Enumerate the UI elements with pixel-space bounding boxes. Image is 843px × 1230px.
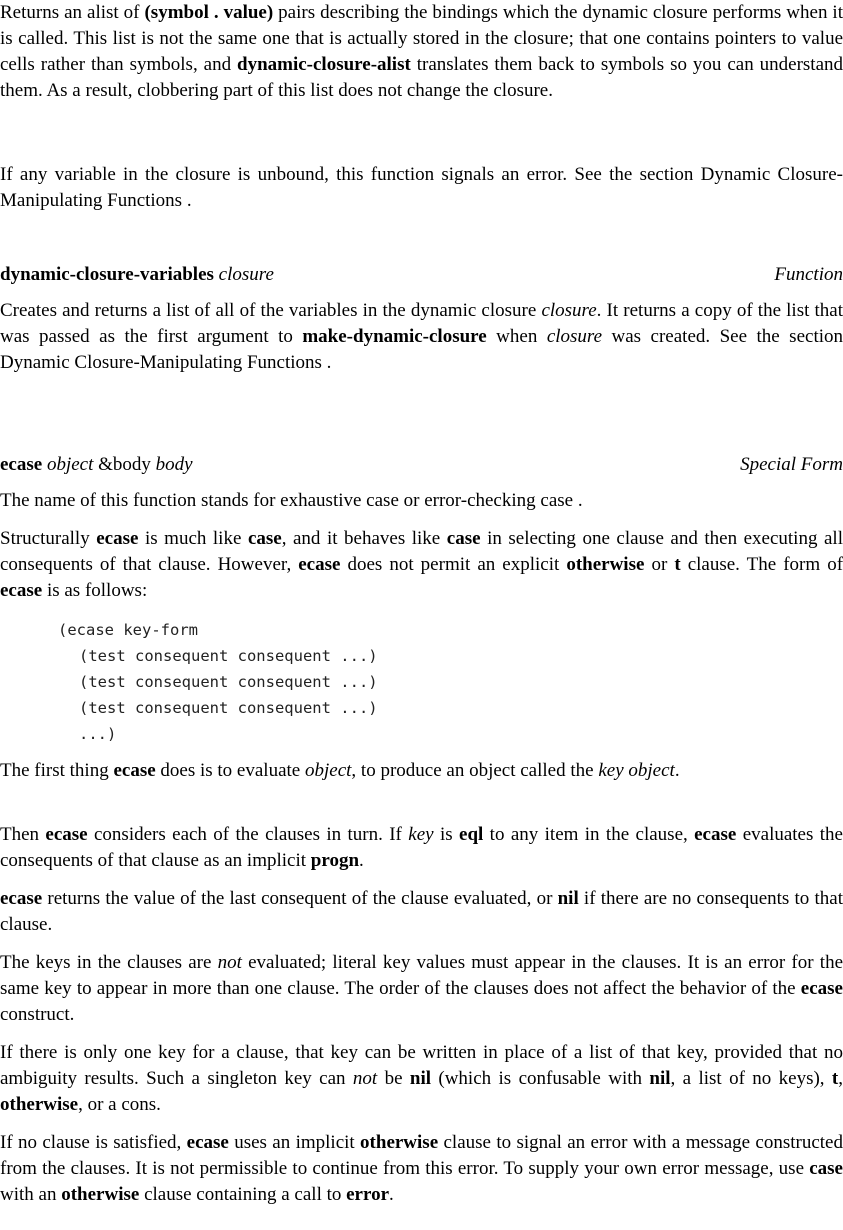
argument-name: body [155,454,193,475]
structure-paragraph: Structurally ecase is much like case, and it behaves like case in selecting one clause and then executing all consequents of that clause. However, ecase does not permit an explicit otherwise or t clause. The form of ecase is as follows: [0,528,843,601]
alist-description-paragraph: Returns an alist of (symbol . value) pairs describing the bindings which the dynamic closure performs when it is called. This list is not the same one that is actually stored in the closure; that one contains pointers to value cells rather than symbols, and dynamic-closure-alist translates them back to symbols so you can understand them. As a result, clobbering part of this list does not change the closure. [0,2,843,101]
keys-paragraph: The keys in the clauses are not evaluated; literal key values must appear in the clauses. It is an error for the same key to appear in more than one clause. The order of the clauses does not affect the behavior of the ecase construct. [0,952,843,1025]
function-name: ecase [0,454,43,475]
evaluation-paragraph: The first thing ecase does is to evaluate object, to produce an object called the key object. [0,760,680,781]
definition-header-dynamic-closure-variables [0,262,843,288]
code-example [58,617,758,747]
name-meaning-paragraph: The name of this function stands for exhaustive case or error-checking case . [0,490,583,511]
code-line: (test consequent consequent ...) [79,699,378,717]
function-name: dynamic-closure-variables [0,264,214,285]
code-line: ...) [79,725,117,743]
code-line: (ecase key-form [58,621,198,639]
definition-header-ecase [0,452,843,478]
error-signal-paragraph: If no clause is satisfied, ecase uses an implicit otherwise clause to signal an error with a message constructed from the clauses. It is not permissible to continue from this error. To supply your own error message, use case with an otherwise clause containing a call to error. [0,1132,843,1205]
definition-kind: Special Form [740,454,843,475]
definition-kind: Function [774,264,843,285]
argument-name: object [46,454,94,475]
clauses-paragraph: Then ecase considers each of the clauses in turn. If key is eql to any item in the clause, ecase evaluates the consequents of that clause as an implicit progn. [0,824,843,871]
code-line: (test consequent consequent ...) [79,673,378,691]
argument-name: closure [218,264,274,285]
definition-signature [0,262,274,288]
code-line: (test consequent consequent ...) [79,647,378,665]
variables-description-paragraph: Creates and returns a list of all of the variables in the dynamic closure closure. It returns a copy of the list that was passed as the first argument to make-dynamic-closure when closure was created. See the section Dynamic Closure-Manipulating Functions . [0,300,843,373]
singleton-key-paragraph: If there is only one key for a clause, that key can be written in place of a list of that key, provided that no ambiguity results. Such a singleton key can not be nil (which is confusable with nil, a list of no keys), t, otherwise, or a cons. [0,1042,843,1115]
unbound-error-paragraph: If any variable in the closure is unbound, this function signals an error. See the section Dynamic Closure-Manipulating Functions . [0,164,843,211]
return-value-paragraph: ecase returns the value of the last consequent of the clause evaluated, or nil if there are no consequents to that clause. [0,888,843,935]
definition-signature: ecase object &body body [0,454,193,475]
